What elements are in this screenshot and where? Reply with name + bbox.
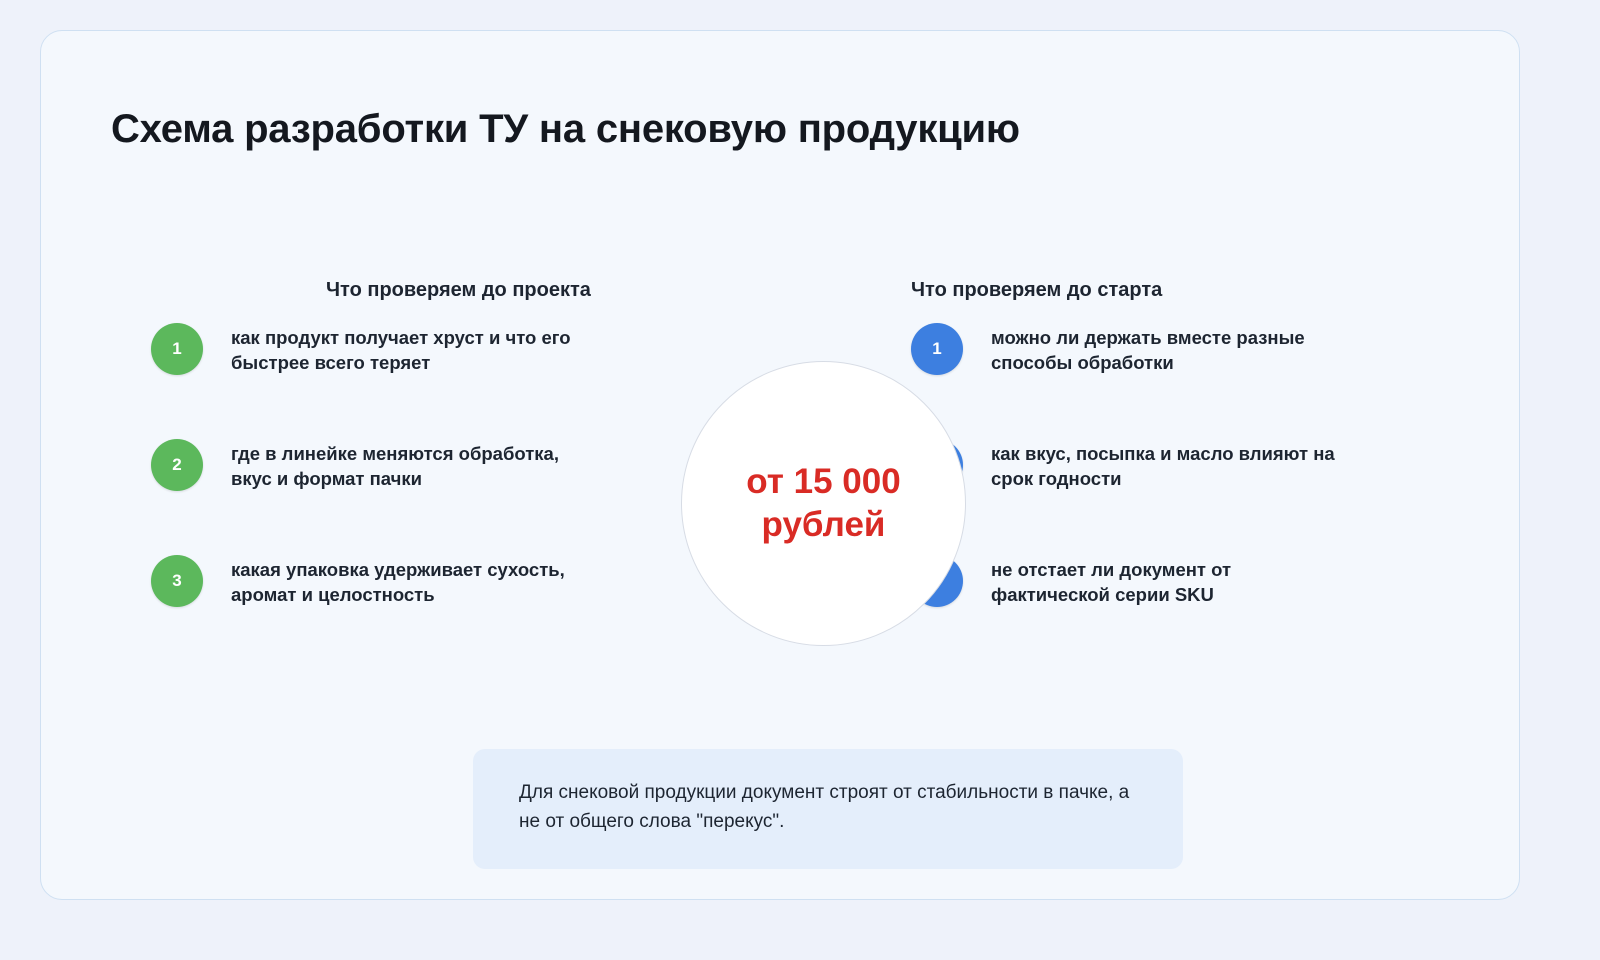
list-item-label: как продукт получает хруст и что его быстрее всего теряет bbox=[231, 327, 571, 373]
right-column-heading: Что проверяем до старта bbox=[911, 279, 1163, 301]
right-column-list bbox=[911, 323, 1381, 671]
note-box bbox=[473, 749, 1183, 869]
infographic-card bbox=[40, 30, 1520, 900]
list-item bbox=[151, 555, 621, 629]
list-item bbox=[911, 323, 1381, 397]
left-column-list bbox=[151, 323, 621, 671]
list-item bbox=[911, 439, 1381, 513]
page-title: Схема разработки ТУ на снековую продукцию bbox=[111, 107, 1020, 151]
note-text: Для снековой продукции документ строят от стабильности в пачке, а не от общего слова "перекус". bbox=[519, 782, 1130, 832]
list-item bbox=[151, 439, 621, 513]
price-circle bbox=[681, 361, 966, 646]
list-item bbox=[151, 323, 621, 397]
step-number-badge: 3 bbox=[151, 555, 203, 607]
list-item-label: где в линейке меняются обработка, вкус и формат пачки bbox=[231, 443, 559, 489]
step-number-badge: 1 bbox=[151, 323, 203, 375]
list-item-label: как вкус, посыпка и масло влияют на срок годности bbox=[991, 443, 1335, 489]
list-item-label: можно ли держать вместе разные способы обработки bbox=[991, 327, 1305, 373]
step-number-badge: 2 bbox=[151, 439, 203, 491]
list-item-label: не отстает ли документ от фактической серии SKU bbox=[991, 559, 1232, 605]
list-item-label: какая упаковка удерживает сухость, аромат и целостность bbox=[231, 559, 565, 605]
left-column-heading: Что проверяем до проекта bbox=[326, 279, 591, 301]
list-item bbox=[911, 555, 1381, 629]
step-number-badge: 1 bbox=[911, 323, 963, 375]
price-label: от 15 000 рублей bbox=[746, 461, 901, 544]
